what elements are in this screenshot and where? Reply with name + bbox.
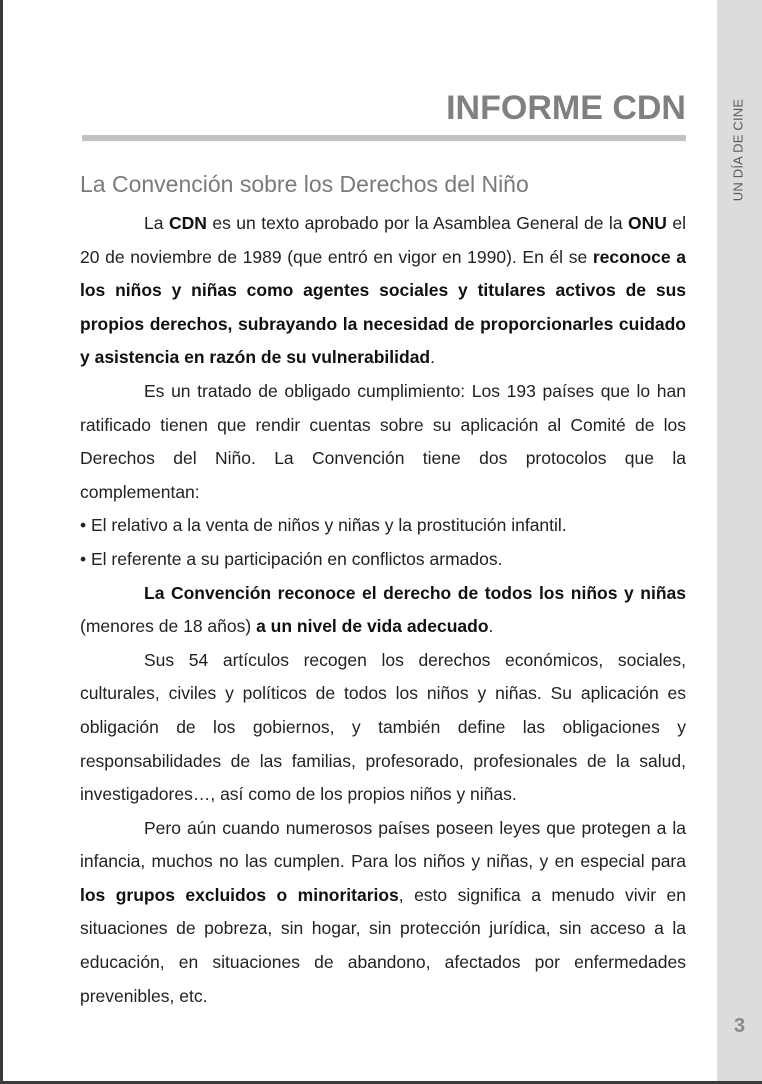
- bold-run: CDN: [168, 213, 207, 233]
- paragraph-2: Es un tratado de obligado cumplimiento: Los 193 países que lo han ratificado tienen que rendir cuentas sobre su aplicación al Comité de los Derechos del Niño. La Convención tiene dos protocolos que la complementan:: [80, 380, 686, 502]
- text-run: La: [144, 213, 169, 233]
- title-rule-divider: [82, 135, 686, 141]
- bullet-item: • El referente a su participación en conflictos armados.: [80, 548, 503, 569]
- text-run: , esto significa a menudo vivir en situaciones de pobreza, sin hogar, sin protección jurídica, sin acceso a la educación, en situaciones de abandono, afectados por enfermedades prevenibles, etc.: [80, 884, 686, 1006]
- text-run: es un texto aprobado por la Asamblea General de la: [206, 213, 629, 233]
- paragraph-4: Sus 54 artículos recogen los derechos económicos, sociales, culturales, civiles y políticos de todos los niños y niñas. Su aplicación es obligación de los gobiernos, y también define las obligaciones y responsabilidades de las familias, profesorado, profesionales de la salud, investigadores…, así como de los propios niños y niñas.: [80, 649, 686, 805]
- bold-run: ONU: [628, 213, 667, 233]
- page-left-border: [0, 0, 3, 1084]
- bold-run: reconoce a los niños y niñas como agentes sociales y titulares activos de sus propios derechos, subrayando la necesidad de proporcionarles cuidado y asistencia en razón de su vulnerabilidad: [80, 246, 686, 368]
- body-text: [80, 207, 686, 1013]
- bold-run: los grupos excluidos o minoritarios: [80, 884, 399, 905]
- report-title: INFORME CDN: [446, 89, 686, 127]
- bold-run: a un nivel de vida adecuado: [256, 616, 489, 637]
- text-run: .: [430, 347, 435, 368]
- paragraph-5: [80, 812, 686, 1014]
- text-run: .: [488, 616, 494, 637]
- section-heading: La Convención sobre los Derechos del Niño: [80, 171, 529, 197]
- page-number: 3: [733, 1015, 746, 1037]
- text-run: (menores de 18 años): [80, 616, 257, 637]
- bullet-item: • El relativo a la venta de niños y niñas y la prostitución infantil.: [80, 515, 567, 536]
- text-run: Pero aún cuando numerosos países poseen leyes que protegen a la infancia, muchos no las cumplen. Para los niños y niñas, y en especial para: [80, 817, 686, 872]
- paragraph-3: [80, 577, 686, 644]
- paragraph-1: [80, 207, 686, 375]
- text-run: el 20 de noviembre de 1989 (que entró en vigor en 1990). En él se: [80, 213, 687, 267]
- bold-run: La Convención reconoce el derecho de todos los niños y niñas: [144, 582, 686, 603]
- sidebar-label: UN DÍA DE CINE: [730, 98, 746, 202]
